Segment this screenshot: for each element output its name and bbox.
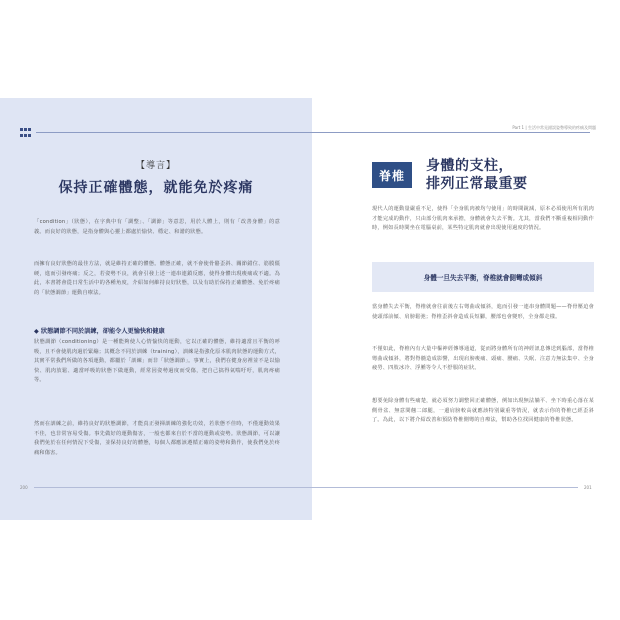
left-paragraph-3: 狀態調節（conditioning）是一種能夠使人心情愉快的運動，它以正確的體態，維持適當且平衡的呼吸，且不會使肌肉過於緊繃；其概念不同於訓練（training），訓練是指強化原本肌肉狀態的運動方式，其實平常我們所做的各項運動，都屬於「訓練」而非「狀態調節」。事實上，我們在健身房裡並不是以愉快、肌肉放鬆、適當呼吸的狀態下做運動，經常因姿勢過度而受傷，把自己搞得氣喘吁吁，肌肉疼痛等。 [34,339,280,384]
highlight-text: 身體一旦失去平衡，脊椎就會側彎或傾斜 [423,274,543,282]
footer-rule [34,487,312,488]
left-paragraph-1: 「condition」（狀態），在字典中有「調整」、「調節」等意思，用於人體上，則有「改善身體」的意義。而良好的狀態，是指身體與心靈上都處於愉快、穩定、和諧的狀態。 [34,219,280,235]
lead-label: 【導言】 [135,161,176,171]
section-badge: 脊椎 [372,162,412,188]
highlight-box [372,262,594,292]
right-paragraph-3: 不僅如此，脊椎內有大量中樞神經傳導通道，從而將身體所有的神經訊息傳送到腦部，當脊椎彎曲或傾斜，將對脊髓造成影響，出現肩膀痠痛、頭痛、腰痛、失眠、注意力無法集中、全身疲勞、四肢冰冷、浮腫等令人不舒服的症狀。 [372,346,594,372]
left-subheading: ◆ 狀態調節不同於訓練，卻能令人更愉快和健康 [34,328,165,335]
left-paragraph-4: 然而在訓練之前，維持良好的狀態調節，才能真正發揮訓練的強化功效，若狀態不佳時，不僅運動效果不佳，也非常容易受傷。事先做好的運動傷害，一般也都來自於不當的運動或姿勢。狀態調節，可以讓我們免於在任何情況下受傷，並保持良好的體態，每個人都應該遵循正確的姿勢和動作，使我們免於疼痛和傷害。 [34,421,280,456]
header-rule [36,132,312,133]
header-rule-right [312,132,590,133]
right-paragraph-4: 想要免除身體有些痛楚，就必須努力調整回正確體態，例如出現無法躺平、坐下時重心落在某側骨盆、無意間翹二郎腿，一邊肩膀較高就應該特別嚴重等情況，就表示你的脊椎已經歪斜了。為此，以下將介紹改善和預防脊椎側彎的自療法，幫助各位找回健康的脊椎狀態。 [372,398,594,424]
right-paragraph-1: 現代人的運動量嚴重不足，使得「全身肌肉被均勻使用」的時間銳減，原本必須使用所有肌肉才能完成的動作，只由部分肌肉來承擔，身體就會失去平衡。尤其，當我們不斷重複相同動作時，例如長時間坐在電腦桌前，某些特定肌肉就會出現使用過度的情況。 [372,206,594,232]
footer-rule-right [312,487,578,488]
left-paragraph-2: 而擁有良好狀態的最佳方法，就是維持正確的體態。體態正確，就不會使骨骼歪斜、關節錯位、筋膜僵硬，進而引發疼痛；反之，若姿勢不良，就會引發上述一連串連鎖反應，使得身體出現痠痛或不適。為此，本書將會從日常生活中的各種角度，介紹如何維持良好狀態，以及有助於保持正確體態、免於疼痛的「狀態調節」運動自療法。 [34,261,280,296]
right-title-line-1: 身體的支柱， [426,158,513,174]
left-page-number: 200 [20,485,28,490]
right-paragraph-2: 當身體失去平衡，脊椎就會往前後左右彎曲或傾斜，進而引發一連串身體問題——脊骨壓迫會使頭部前傾、肩膀鬆弛；脊椎歪斜會造成長短腳，腰部也會變形，全身都走樣。 [372,304,594,320]
right-page-number: 201 [584,485,592,490]
left-page-title: 保持正確體態，就能免於疼痛 [58,180,254,196]
right-title-line-2: 排列正常最重要 [426,176,528,192]
right-page-title [426,157,528,193]
running-head: Part 1 | 生活中常見錯誤姿勢導致的疼痛及問題 [512,125,596,130]
grid-dots-icon [20,128,32,138]
left-page [0,98,312,520]
